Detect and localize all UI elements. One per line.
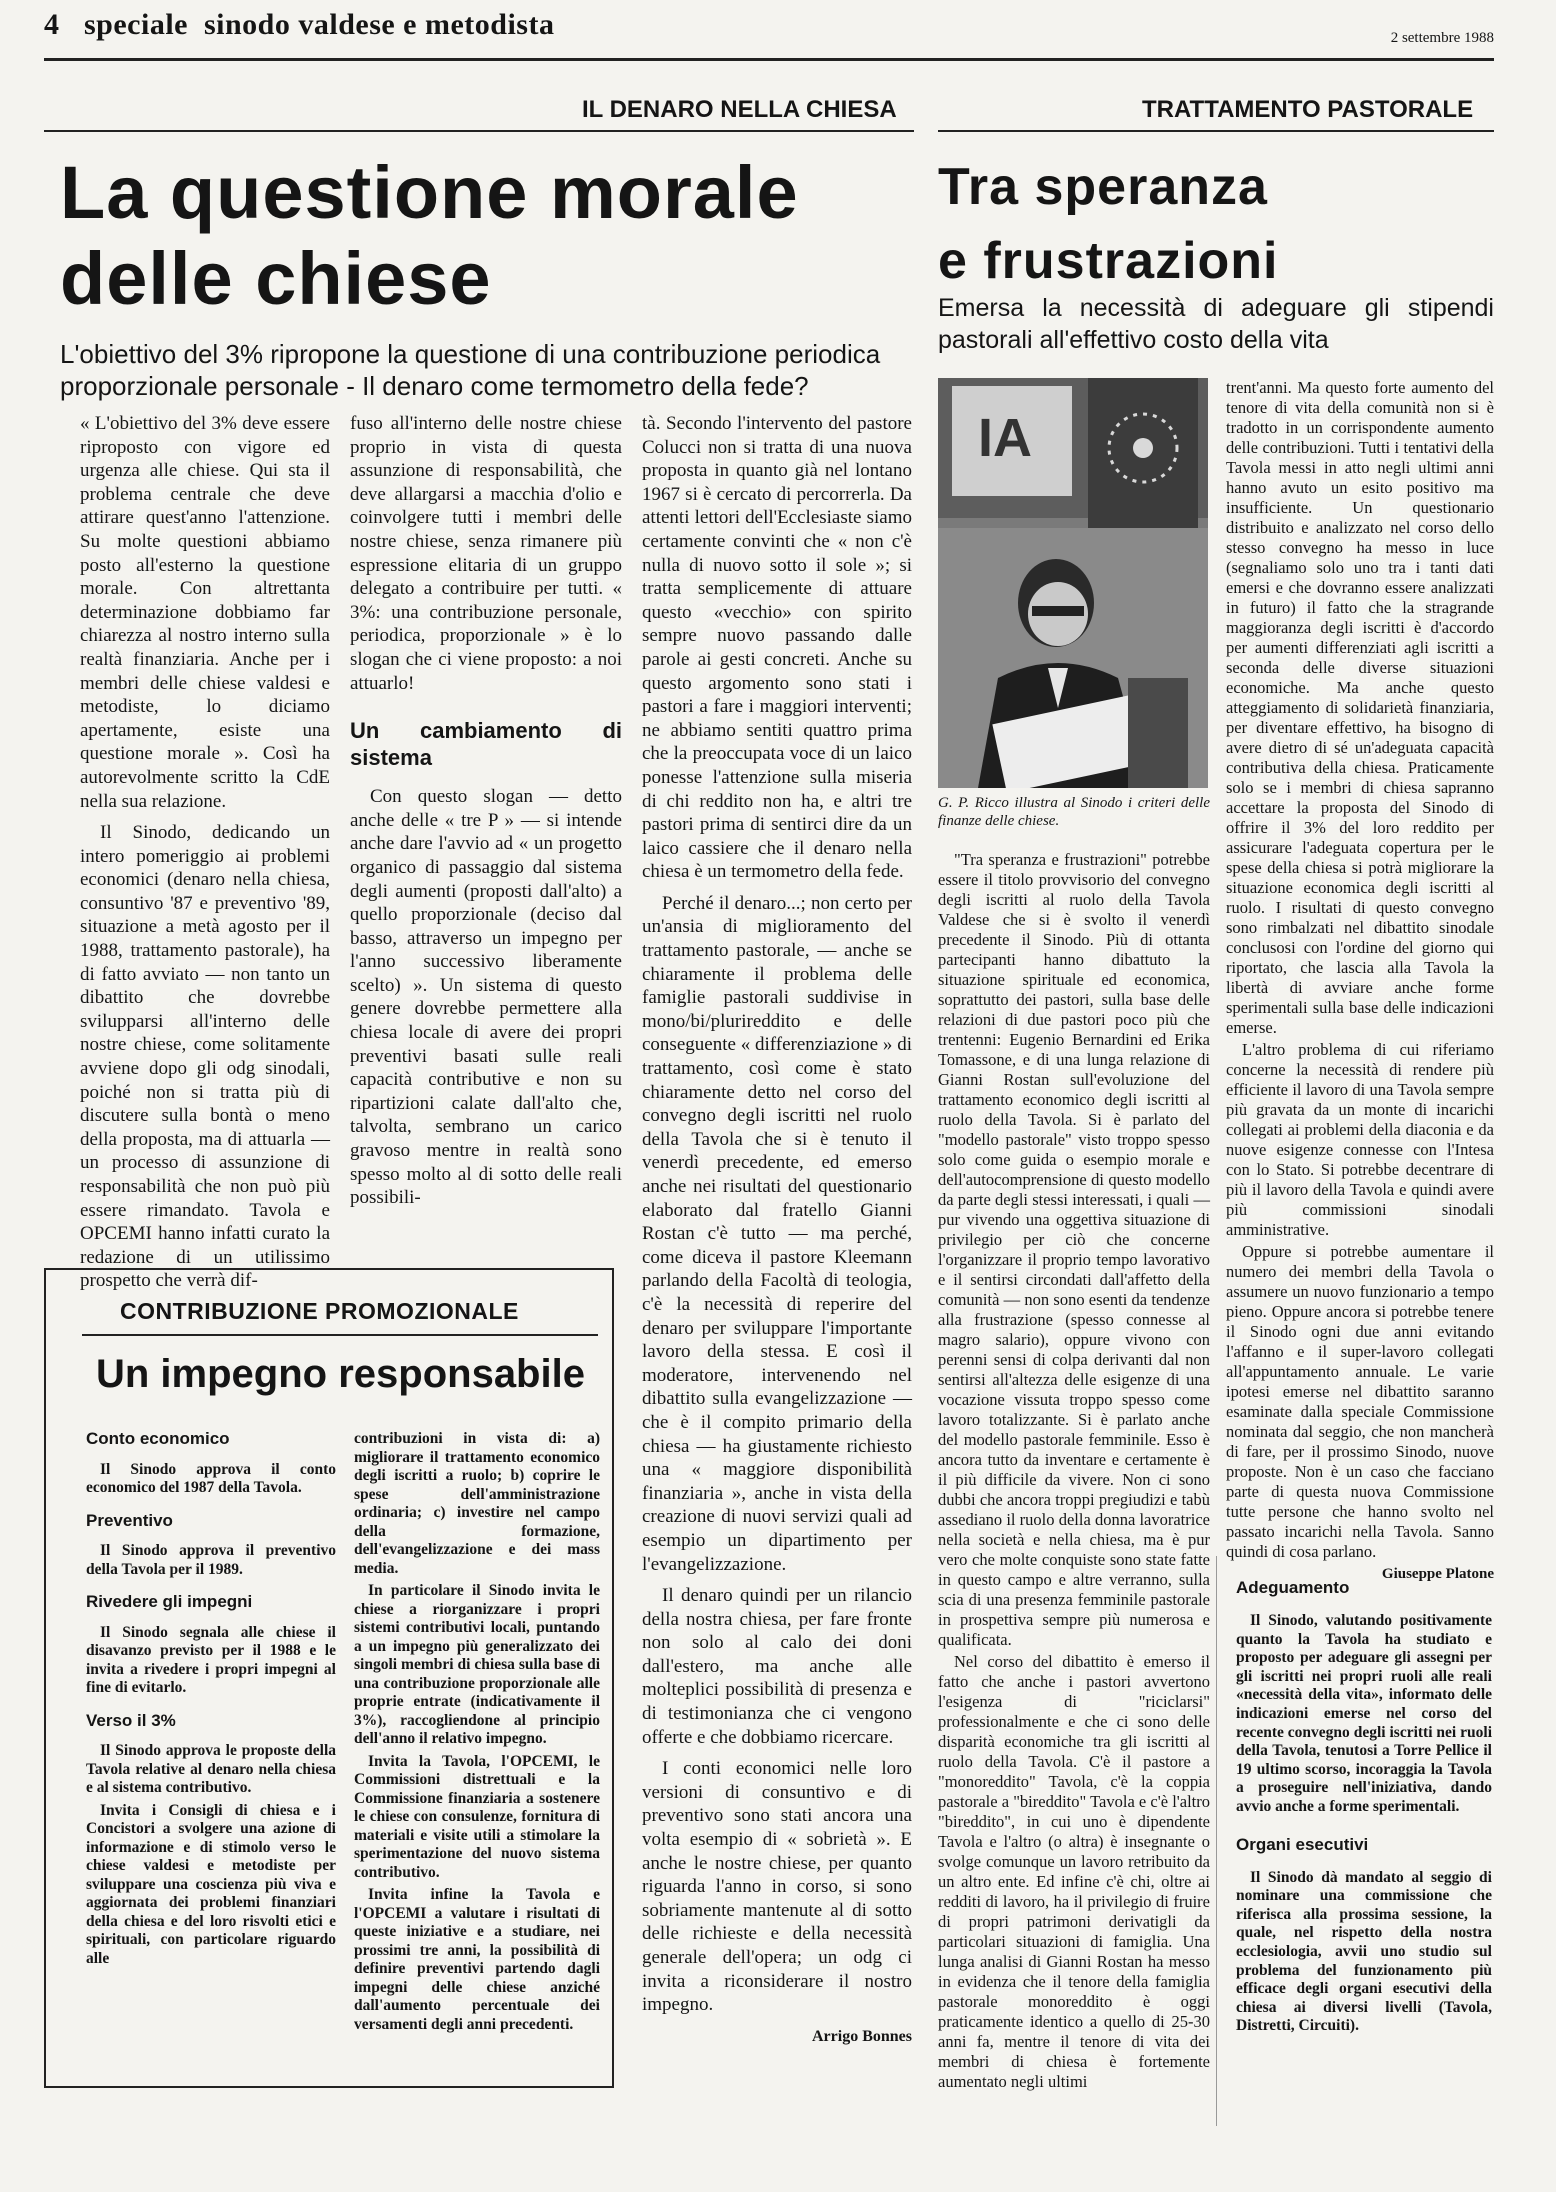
side-paragraph-wrap: [1236, 1612, 1492, 1817]
side-heading: Adeguamento: [1236, 1578, 1350, 1597]
left-headline-line2: delle chiese: [60, 237, 492, 320]
box-paragraph: Il Sinodo approva il preventivo della Tavola per il 1989.: [86, 1542, 336, 1578]
left-column-1: [80, 412, 330, 1301]
box-heading: Preventivo: [86, 1510, 173, 1530]
section-title: speciale sinodo valdese e metodista: [84, 8, 555, 41]
box-heading: Conto economico: [86, 1429, 230, 1448]
side-paragraph: Il Sinodo, valutando positivamente quanto la Tavola ha studiato e proposto per adeguare gli assegni per gli iscritti nei propri ruoli alle reali «necessità della vita», informato delle indicazioni emerse nel corso del recente convegno degli iscritti nei ruoli della Tavola, tenutosi a Torre Pellice il 19 ultimo scorso, incoraggia la Tavola a proseguire nell'iniziativa, dando avvio anche a forme sperimentali.: [1236, 1612, 1492, 1815]
paragraph: "Tra speranza e frustrazioni" potrebbe essere il titolo provvisorio del convegno degli iscritti al ruolo della Tavola Valdese che si è svolto il venerdì precedente il Sinodo. Più di ottanta partecipanti hanno dibattuto la situazione spirituale ed economica, soprattutto dei pastori, sulla base delle relazioni di due pastori poco più che trentenni: Eugenio Bernardini ed Erika Tomassone, e di una lunga relazione di Gianni Rostan sull'evoluzione del trattamento economico degli iscritti al ruolo della Tavola. Si è parlato del "modello pastorale" visto troppo spesso solo come guida o esempio morale e dell'autocomprensione di questo modello da parte degli stessi interessati, i quali — pur vivendo una oggettiva situazione di privilegio per ciò che concerne l'organizzare il proprio tempo lavorativo e il sentirsi circondati dall'affetto della comunità — non sono esenti da tendenze alla frustrazione (spesso connesse al magro salario), oppure vivono con perenni sensi di colpa derivanti dal non sentirsi all'altezza delle esigenze di una vocazione vissuta troppo spesso come lavoro totalizzante. Si è parlato anche del modello pastorale femminile. Esso è ancora tutto da inventare e certamente è il più difficile da vivere. Non ci sono dubbi che ancora troppi pregiudizi e tabù assediano il ruolo della donna lavoratrice nella società e nella chiesa, ma è pur vero che molte conquiste sono state fatte in questo campo e altre verranno, sulla scia di una presenza femminile pastorale in prospettiva sempre più numerosa e qualificata.: [938, 850, 1210, 1649]
box-paragraph: Il Sinodo approva le proposte della Tavola relative al denaro nella chiesa e al sistema contributivo.: [86, 1742, 336, 1796]
box-paragraph: Invita la Tavola, l'OPCEMI, le Commissioni distrettuali e la Commissione finanziaria a sostenere le chiese con consulenze, fornitura di materiali e visite utili a stimolare la sperimentazione del nuovo sistema contributivo.: [354, 1752, 600, 1881]
paragraph: I conti economici nelle loro versioni di consuntivo e di preventivo sono stati ancora una volta esempio di « sobrietà ». E anche le nostre chiese, per quanto riguarda l'anno in corso, si sono sobriamente mantenute al di sotto delle richieste e della necessità generale dell'opera; un odg ci invita a riconsiderare il nostro impegno.: [642, 1758, 912, 2016]
right-kicker-rule: [938, 130, 1494, 132]
left-column-3: [642, 412, 912, 2048]
left-subhead: L'obiettivo del 3% ripropone la questione di una contribuzione periodica proporzionale personale - Il denaro come termometro della fede?: [60, 339, 881, 401]
right-kicker: TRATTAMENTO PASTORALE: [1142, 96, 1474, 123]
paragraph: Nel corso del dibattito è emerso il fatto che anche i pastori avvertono l'esigenza di "riciclarsi" professionalmente e che ci sono delle disparità economiche tra gli iscritti al ruolo della Tavola. C'è il pastore a "monoreddito" Tavola, c'è la coppia pastorale a "bireddito" Tavola e c'è l'altro "bireddito", in cui uno è dipendente Tavola e l'altro (o altra) è insegnante o svolge comunque un lavoro retribuito da un altro ente. Ed infine c'è chi, oltre ai redditi di lavoro, ha il privilegio di fruire di propri patrimoni derivatigli da particolari situazioni di famiglia. Una lunga analisi di Gianni Rostan ha messo in evidenza che il tenore della famiglia pastorale monoreddito è oggi praticamente identico a quello di 25-30 anni fa, mentre il tenore di vita dei membri di chiesa è fortemente aumentato negli ultimi: [938, 1652, 1210, 2091]
box-paragraph: Il Sinodo segnala alle chiese il disavanzo previsto per il 1988 e le invita a rivedere i propri impegni al fine di evitarlo.: [86, 1623, 336, 1696]
left-column-2: [350, 412, 622, 1218]
box-heading: Verso il 3%: [86, 1710, 176, 1730]
box-column-1: [86, 1430, 336, 1972]
left-kicker: IL DENARO NELLA CHIESA: [582, 96, 897, 123]
paragraph: « L'obiettivo del 3% deve essere riproposto con vigore ed urgenza alle chiese. Qui sta il problema centrale che deve attirare quest'anno l'attenzione. Su molte questioni abbiamo posto all'esterno la questione morale. Con altrettanta determinazione dobbiamo far chiarezza al nostro interno sulla realtà finanziaria. Anche per i membri delle chiese valdesi e metodiste, lo diciamo apertamente, esiste una questione morale ». Così ha autorevolmente scritto la CdE nella sua relazione.: [80, 413, 330, 812]
paragraph: trent'anni. Ma questo forte aumento del tenore di vita della comunità non si è tradotto in un corrispondente aumento delle contribuzioni. Tutti i tentativi della Tavola messi in atto negli ultimi anni hanno avuto un esito positivo ma insufficiente. Un questionario distribuito e analizzato nel corso dello stesso convegno ha messo in luce (segnaliamo solo uno tra i tanti dati emersi e che dovranno essere analizzati in futuro) il fatto che la stragrande maggioranza degli iscritti è d'accordo per aumenti differenziati agli iscritti a seconda delle diverse situazioni economiche. Ma anche questo atteggiamento di solidarietà finanziaria, per diventare effettivo, ha bisogno di avere dietro di sé un'adeguata capacità contributiva della chiesa. Praticamente solo se i membri di chiesa sapranno accettare la proposta del Sinodo di offrire il 3% del loro reddito per assicurare l'adeguata copertura per le spese della chiesa si potrà migliorare la situazione economica degli iscritti al ruolo. I risultati di questo convegno sono rimbalzati nel dibattito sinodale conclusosi con l'ordine del giorno qui riportato, che lascia alla Tavola la libertà di avviare anche forme sperimentali sulla base delle indicazioni emerse.: [1226, 378, 1494, 1037]
masthead: [44, 8, 1494, 48]
side-motions: [1236, 1578, 1492, 2036]
paragraph: Il Sinodo, dedicando un intero pomeriggio ai problemi economici (denaro nella chiesa, consuntivo '87 e preventivo '89, situazione a metà agosto per il 1988, trattamento pastorale), ha di fatto avviato — non tanto un dibattito che dovrebbe svilupparsi all'interno delle nostre chiese, come solitamente avviene dopo gli odg sinodali, poiché non si tratta più di discutere sulla bontà o meno della proposta, ma di attuarla — un processo di assunzione di responsabilità che non può più essere rimandato. Tavola e OPCEMI hanno infatti curato la redazione di un utilissimo prospetto che verrà dif-: [80, 822, 330, 1292]
right-column-1: [938, 850, 1210, 2094]
side-paragraph-wrap: [1236, 1869, 1492, 2036]
box-rule: [82, 1334, 598, 1336]
column-divider: [1216, 1556, 1217, 2126]
right-headline-line2: e frustrazioni: [938, 232, 1279, 290]
side-heading: Organi esecutivi: [1236, 1834, 1369, 1854]
paragraph: Con questo slogan — detto anche delle « tre P » — si intende anche dare l'avvio ad « un progetto organico di passaggio dal sistema degli aumenti (proposti dall'alto) a quello proporzionale (deciso dal basso, attraverso un impegno per l'anno successivo liberamente scelto) ». Un sistema di questo genere dovrebbe permettere alla chiesa locale di avere dei propri preventivi basati sulle reali capacità contributive e non su ripartizioni calate dall'alto che, talvolta, sembrano un carico gravoso mentre in realtà sono spesso molto al di sotto delle reali possibili-: [350, 786, 622, 1209]
box-paragraph: Invita infine la Tavola e l'OPCEMI a valutare i risultati di queste iniziative e a studiare, nei prossimi tre anni, la possibilità di definire preventivi partendo dagli impegni delle chiese anziché dall'aumento percentuale dei versamenti degli anni precedenti.: [354, 1886, 600, 2033]
photo-caption: G. P. Ricco illustra al Sinodo i criteri delle finanze delle chiese.: [938, 795, 1210, 829]
box-paragraph: Il Sinodo approva il conto economico del 1987 della Tavola.: [86, 1460, 336, 1496]
issue-date: 2 settembre 1988: [1390, 30, 1494, 46]
right-headline-line1: Tra speranza: [938, 158, 1268, 216]
right-column-2: [1226, 378, 1494, 1584]
box-paragraph: contribuzioni in vista di: a) migliorare il trattamento economico degli iscritti a ruolo; b) coprire le spese dell'amministrazione ordinaria; c) investire nel campo della formazione, dell'evangelizzazione e dei mass media.: [354, 1430, 600, 1577]
right-headline: [938, 150, 1494, 298]
paragraph: fuso all'interno delle nostre chiese proprio in vista di questa assunzione di responsabilità, che deve allargarsi a macchia d'olio e coinvolgere tutti i membri delle nostre chiese, senza rimanere più espressione elitaria di un gruppo delegato a contribuire per tutti. « 3%: una contribuzione personale, periodica, proporzionale » è lo slogan che ci viene proposto: a noi attuarlo!: [350, 413, 622, 694]
page-number: 4: [44, 8, 59, 41]
box-title: Un impegno responsabile: [96, 1352, 585, 1396]
paragraph: L'altro problema di cui riferiamo concerne la necessità di rendere più efficiente il lavoro di una Tavola sempre più gravata da un monte di incarichi collegati ai problemi della diaconia e da nuove esigenze connesse con l'Intesa con lo Stato. Si potrebbe decentrare di più il lavoro della Tavola e quindi avere più commissioni sinodali amministrative.: [1226, 1040, 1494, 1239]
left-headline: [60, 150, 910, 322]
section-heading: Un cambiamento di sistema: [350, 718, 622, 771]
paragraph: tà. Secondo l'intervento del pastore Colucci non si tratta di una nuova proposta in quanto già nel lontano 1967 si è cercato di percorrerla. Da attenti lettori dell'Ecclesiaste siamo certamente convinti che « non c'è nulla di nuovo sotto il sole »; si tratta semplicemente di attuare questo «vecchio» con spirito sempre nuovo passando dalle parole ai gesti concreti. Anche su questo argomento sono stati i pastori a fare i maggiori interventi; ne abbiamo sentiti quattro prima che la preoccupata voce di un laico ponesse l'attenzione sulla miseria di chi reddito non ha, e altri tre pastori prima di sentirci dire da un laico cassiere che il denaro nella chiesa è un termometro della fede.: [642, 413, 912, 883]
box-heading: Rivedere gli impegni: [86, 1592, 253, 1611]
signature: Giuseppe Platone: [1381, 1566, 1494, 1582]
speaker-photo: [938, 378, 1208, 788]
left-headline-line1: La questione morale: [60, 151, 799, 234]
left-kicker-rule: [44, 130, 914, 132]
masthead-rule: [44, 58, 1494, 61]
byline: Arrigo Bonnes: [812, 2027, 912, 2045]
speaker-photo-art: [938, 378, 1208, 788]
box-kicker: CONTRIBUZIONE PROMOZIONALE: [120, 1298, 519, 1324]
box-paragraph: Invita i Consigli di chiesa e i Concistori a svolgere una azione di informazione e di stimolo verso le chiese valdesi e metodiste per sviluppare una coscienza più viva e aggiornata dei problemi finanziari della chiesa e del loro risvolti etici e spirituali, con particolare riguardo alle: [86, 1801, 336, 1967]
box-column-2: [354, 1430, 600, 2038]
paragraph: Perché il denaro...; non certo per un'ansia di miglioramento del trattamento pastorale, — anche se chiaramente il problema delle famiglie pastorali suddivise in mono/bi/plurireddito e delle conseguente « differenziazione » di trattamento, così come è stato chiaramente detto nel corso del convegno degli iscritti nel ruolo della Tavola che si è tenuto il venerdì precedente, ed emerso anche nei risultati del questionario elaborato dal fratello Gianni Rostan c'è tutto — ma perché, come diceva il pastore Kleemann parlando della Facoltà di teologia, c'è la necessità di reperire del denaro per sviluppare l'importante lavoro della stessa. E così il moderatore, intervenendo nel dibattito sulla evangelizzazione — che è il compito primario della chiesa — ha giustamente richiesto una « maggiore disponibilità finanziaria », anche in vista della creazione di nuovi servizi quali ad esempio un dipartimento per l'evangelizzazione.: [642, 892, 912, 1575]
paragraph: Il denaro quindi per un rilancio della nostra chiesa, per fare fronte non solo al calo dei doni dall'estero, ma anche alle molteplici possibilità di presenza e di testimonianza che ci vengono offerte e che dobbiamo ricercare.: [642, 1585, 912, 1748]
photo-sign-text: IA: [978, 408, 1032, 468]
side-paragraph: Il Sinodo dà mandato al seggio di nominare una commissione che riferisca alla prossima sessione, la quale, nel rispetto della nostra ecclesiologia, avvii uno studio sul problema del funzionamento più efficace degli organi esecutivi della chiesa ai diversi livelli (Tavola, Distretti, Circuiti).: [1236, 1868, 1492, 2035]
right-subhead: Emersa la necessità di adeguare gli stipendi pastorali all'effettivo costo della vita: [938, 294, 1494, 354]
box-paragraph: In particolare il Sinodo invita le chiese a riorganizzare i propri sistemi contributivi locali, puntando a un impegno più generalizzato dei singoli membri di chiesa sulla base di una contribuzione proporzionale alle proprie entrate (indicativamente il 3%), raccogliendone al principio dell'anno il relativo impegno.: [354, 1582, 600, 1747]
paragraph: Oppure si potrebbe aumentare il numero dei membri della Tavola o assumere un nuovo funzionario a tempo pieno. Oppure ancora si potrebbe tenere il Sinodo ogni due anni evitando l'affanno e il super-lavoro collegati all'appuntamento annuale. Le varie ipotesi emerse nel dibattito saranno esaminate dalla speciale Commissione nominata dal seggio, che non mancherà di fare, per il prossimo Sinodo, nuove proposte. Non è un caso che facciano parte di questa nuova Commissione tutte persone che hanno svolto nel passato incarichi nella Tavola. Sanno quindi di cosa parlano.: [1226, 1242, 1494, 1561]
